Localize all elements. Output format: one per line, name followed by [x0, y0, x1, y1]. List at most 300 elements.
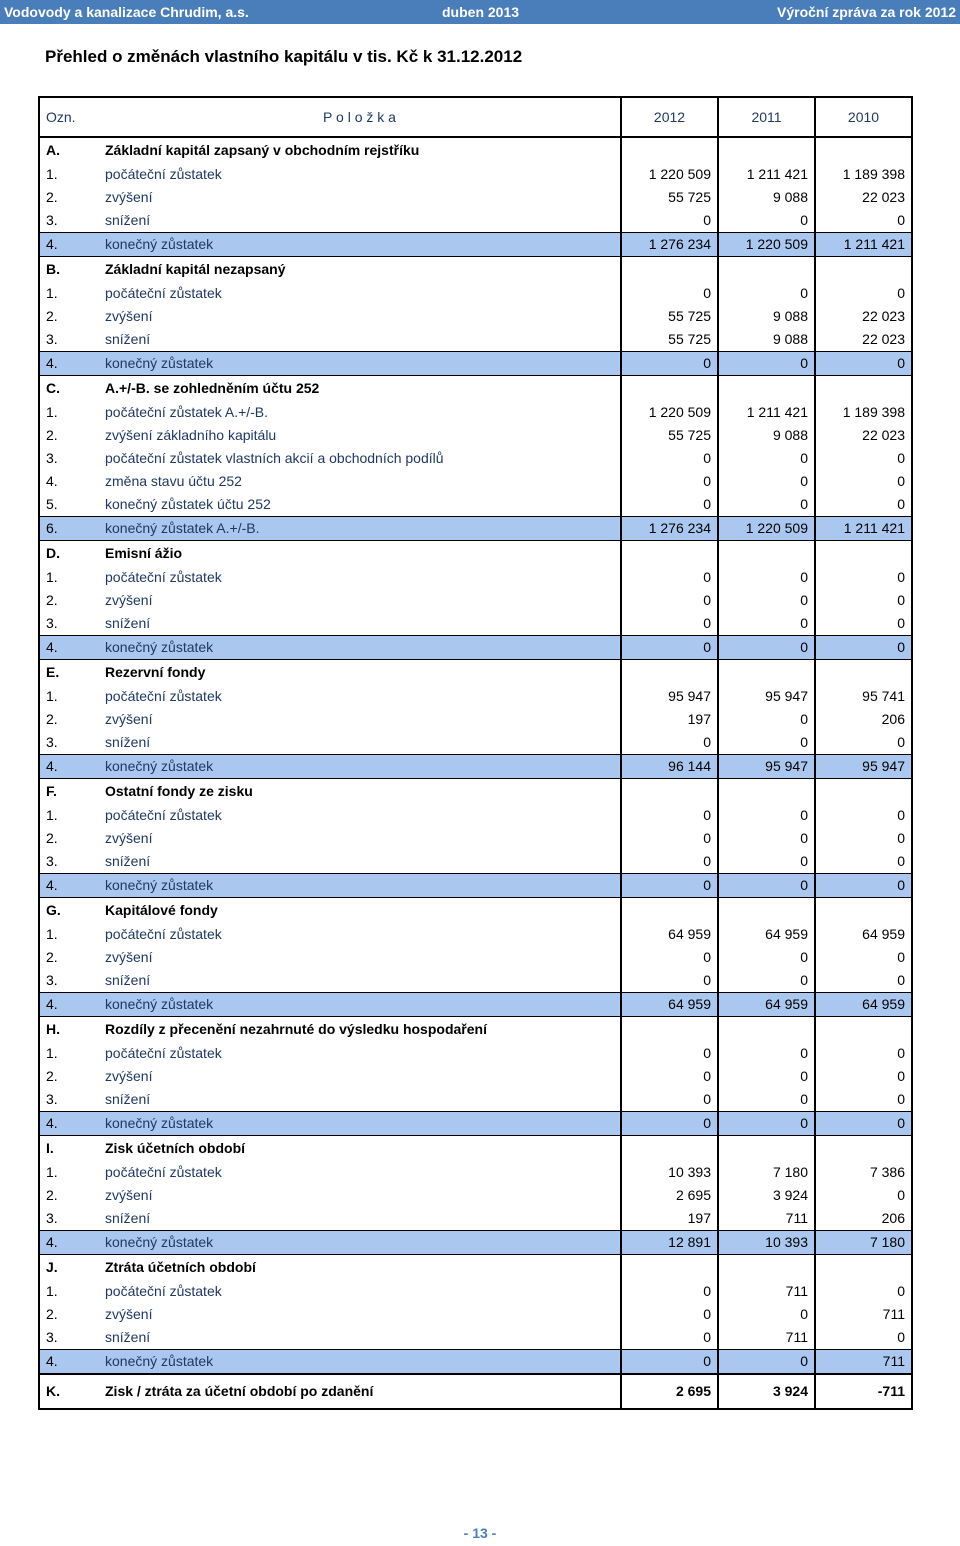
- table-row: [39, 731, 912, 755]
- row-label: konečný zůstatek: [99, 755, 621, 779]
- row-label: Zisk účetních období: [105, 1140, 246, 1156]
- value-2010: 22 023: [815, 186, 912, 209]
- value-2010: 0: [815, 850, 912, 874]
- row-label: snížení: [105, 1091, 151, 1107]
- table-row: [39, 993, 912, 1017]
- row-label: zvýšení: [105, 308, 153, 324]
- value-2010: [815, 137, 912, 163]
- row-label: konečný zůstatek: [99, 636, 621, 660]
- value-2010: 0: [815, 804, 912, 827]
- value-2011: [718, 1255, 815, 1281]
- row-ozn: G.: [39, 898, 99, 924]
- value-2010: 0: [815, 636, 912, 660]
- value-2010: [815, 779, 912, 805]
- table-row: [39, 612, 912, 636]
- column-header-2011: 2011: [718, 97, 815, 137]
- value-2012: 0: [621, 1112, 718, 1136]
- value-2010: 0: [815, 874, 912, 898]
- value-2012: [621, 898, 718, 924]
- value-2011: 10 393: [718, 1231, 815, 1255]
- row-ozn: E.: [39, 660, 99, 686]
- row-label: snížení: [105, 212, 151, 228]
- value-2011: 0: [718, 708, 815, 731]
- row-ozn: 3.: [39, 1326, 99, 1350]
- row-label: počáteční zůstatek: [105, 166, 222, 182]
- value-2010: 0: [815, 1112, 912, 1136]
- value-2011: 9 088: [718, 328, 815, 352]
- value-2011: [718, 898, 815, 924]
- table-row: [39, 923, 912, 946]
- value-2012: 55 725: [621, 424, 718, 447]
- value-2010: [815, 376, 912, 402]
- value-2012: [621, 541, 718, 567]
- value-2012: 1 276 234: [621, 517, 718, 541]
- row-label: konečný zůstatek: [99, 233, 621, 257]
- table-row: [39, 685, 912, 708]
- table-row: [39, 1112, 912, 1136]
- row-label: snížení: [105, 734, 151, 750]
- table-row: [39, 1088, 912, 1112]
- value-2010: 1 211 421: [815, 233, 912, 257]
- value-2010: 0: [815, 1065, 912, 1088]
- row-label: zvýšení: [105, 830, 153, 846]
- table-row: [39, 1326, 912, 1350]
- value-2010: 22 023: [815, 328, 912, 352]
- equity-changes-table: [38, 96, 913, 1410]
- row-label: počáteční zůstatek: [105, 688, 222, 704]
- table-row: [39, 1303, 912, 1326]
- section-row: [39, 257, 912, 283]
- section-row: [39, 898, 912, 924]
- value-2012: 0: [621, 946, 718, 969]
- value-2011: 0: [718, 850, 815, 874]
- value-2011: 0: [718, 1303, 815, 1326]
- table-row: [39, 352, 912, 376]
- row-ozn: 4.: [39, 1231, 99, 1255]
- value-2011: 0: [718, 1350, 815, 1375]
- value-2011: 0: [718, 470, 815, 493]
- value-2010: 206: [815, 1207, 912, 1231]
- section-row: [39, 137, 912, 163]
- value-2010: [815, 1136, 912, 1162]
- row-ozn: B.: [39, 257, 99, 283]
- row-ozn: 3.: [39, 328, 99, 352]
- value-2012: 2 695: [621, 1374, 718, 1409]
- value-2011: [718, 1136, 815, 1162]
- row-ozn: 3.: [39, 612, 99, 636]
- column-header-item: P o l o ž k a: [99, 97, 621, 137]
- row-label: počáteční zůstatek: [105, 926, 222, 942]
- row-label: snížení: [105, 853, 151, 869]
- table-row: [39, 282, 912, 305]
- row-ozn: 4.: [39, 352, 99, 376]
- value-2012: 1 220 509: [621, 401, 718, 424]
- value-2010: 22 023: [815, 305, 912, 328]
- row-label: zvýšení: [105, 1187, 153, 1203]
- row-ozn: 4.: [39, 755, 99, 779]
- row-label: konečný zůstatek: [99, 1112, 621, 1136]
- value-2012: 0: [621, 636, 718, 660]
- value-2012: 0: [621, 352, 718, 376]
- table-row: [39, 233, 912, 257]
- value-2011: 0: [718, 731, 815, 755]
- value-2012: 0: [621, 447, 718, 470]
- value-2010: 22 023: [815, 424, 912, 447]
- row-label: snížení: [105, 331, 151, 347]
- value-2011: 711: [718, 1280, 815, 1303]
- value-2010: 64 959: [815, 993, 912, 1017]
- row-ozn: 2.: [39, 946, 99, 969]
- section-row: [39, 376, 912, 402]
- value-2012: [621, 376, 718, 402]
- row-ozn: 4.: [39, 1350, 99, 1375]
- row-label: počáteční zůstatek: [105, 807, 222, 823]
- value-2012: 2 695: [621, 1184, 718, 1207]
- value-2012: [621, 660, 718, 686]
- row-label: zvýšení: [105, 1068, 153, 1084]
- value-2011: [718, 779, 815, 805]
- table-row: [39, 850, 912, 874]
- value-2012: 0: [621, 493, 718, 517]
- row-label: počáteční zůstatek: [105, 1283, 222, 1299]
- row-ozn: 1.: [39, 685, 99, 708]
- row-label: zvýšení: [105, 711, 153, 727]
- value-2012: 0: [621, 1088, 718, 1112]
- value-2010: 7 386: [815, 1161, 912, 1184]
- row-ozn: I.: [39, 1136, 99, 1162]
- row-label: počáteční zůstatek: [105, 1045, 222, 1061]
- value-2012: 64 959: [621, 993, 718, 1017]
- row-label: konečný zůstatek účtu 252: [105, 496, 271, 512]
- value-2011: 0: [718, 589, 815, 612]
- value-2012: 0: [621, 612, 718, 636]
- table-body: [39, 137, 912, 1409]
- row-ozn: 1.: [39, 1042, 99, 1065]
- value-2011: 1 220 509: [718, 233, 815, 257]
- row-label: zvýšení: [105, 949, 153, 965]
- row-ozn: 3.: [39, 969, 99, 993]
- table-row: [39, 1161, 912, 1184]
- table-header-row: [39, 97, 912, 137]
- table-row: [39, 566, 912, 589]
- row-ozn: 2.: [39, 186, 99, 209]
- table-row: [39, 804, 912, 827]
- value-2011: 0: [718, 209, 815, 233]
- value-2011: 0: [718, 447, 815, 470]
- row-label: snížení: [105, 1210, 151, 1226]
- value-2012: 95 947: [621, 685, 718, 708]
- value-2010: 0: [815, 352, 912, 376]
- row-label: Rezervní fondy: [105, 664, 206, 680]
- row-label: počáteční zůstatek: [105, 1164, 222, 1180]
- table-row: [39, 493, 912, 517]
- value-2012: 0: [621, 1326, 718, 1350]
- row-label: snížení: [105, 1329, 151, 1345]
- row-label: Základní kapitál zapsaný v obchodním rejstříku: [105, 142, 420, 158]
- value-2010: 0: [815, 282, 912, 305]
- value-2012: 64 959: [621, 923, 718, 946]
- row-label: zvýšení: [105, 1306, 153, 1322]
- row-ozn: 1.: [39, 923, 99, 946]
- value-2011: [718, 257, 815, 283]
- row-label: změna stavu účtu 252: [105, 473, 242, 489]
- row-ozn: 3.: [39, 731, 99, 755]
- row-ozn: 1.: [39, 163, 99, 186]
- value-2012: 55 725: [621, 328, 718, 352]
- value-2010: [815, 660, 912, 686]
- table-row: [39, 328, 912, 352]
- value-2010: 0: [815, 1088, 912, 1112]
- row-label: počáteční zůstatek: [105, 285, 222, 301]
- value-2010: 95 947: [815, 755, 912, 779]
- row-label: počáteční zůstatek A.+/-B.: [105, 404, 269, 420]
- row-ozn: 1.: [39, 1280, 99, 1303]
- value-2010: 0: [815, 1326, 912, 1350]
- table-row: [39, 517, 912, 541]
- value-2011: [718, 660, 815, 686]
- value-2012: 0: [621, 1042, 718, 1065]
- total-row: [39, 1374, 912, 1409]
- row-label: počáteční zůstatek: [105, 569, 222, 585]
- value-2010: 0: [815, 1184, 912, 1207]
- value-2012: 1 276 234: [621, 233, 718, 257]
- value-2012: 0: [621, 282, 718, 305]
- value-2010: [815, 1255, 912, 1281]
- table-row: [39, 1280, 912, 1303]
- row-ozn: J.: [39, 1255, 99, 1281]
- value-2012: 96 144: [621, 755, 718, 779]
- row-ozn: 1.: [39, 401, 99, 424]
- table-row: [39, 1207, 912, 1231]
- row-ozn: 2.: [39, 305, 99, 328]
- value-2011: 0: [718, 1088, 815, 1112]
- value-2010: 64 959: [815, 923, 912, 946]
- table-row: [39, 1042, 912, 1065]
- value-2012: 55 725: [621, 305, 718, 328]
- row-label: A.+/-B. se zohledněním účtu 252: [105, 380, 320, 396]
- value-2010: 1 211 421: [815, 517, 912, 541]
- row-label: zvýšení: [105, 189, 153, 205]
- row-label: konečný zůstatek: [99, 874, 621, 898]
- value-2011: 0: [718, 946, 815, 969]
- row-ozn: 2.: [39, 1303, 99, 1326]
- table-row: [39, 1231, 912, 1255]
- report-date: duben 2013: [442, 4, 520, 20]
- value-2012: [621, 257, 718, 283]
- value-2011: 0: [718, 636, 815, 660]
- row-ozn: K.: [39, 1374, 99, 1409]
- row-label: zvýšení základního kapitálu: [105, 427, 277, 443]
- value-2010: 7 180: [815, 1231, 912, 1255]
- value-2011: 95 947: [718, 755, 815, 779]
- value-2010: 711: [815, 1350, 912, 1375]
- row-ozn: A.: [39, 137, 99, 163]
- value-2011: 0: [718, 874, 815, 898]
- value-2012: 0: [621, 1350, 718, 1375]
- value-2010: 711: [815, 1303, 912, 1326]
- table-row: [39, 969, 912, 993]
- table-row: [39, 874, 912, 898]
- row-label: konečný zůstatek A.+/-B.: [99, 517, 621, 541]
- value-2010: 0: [815, 589, 912, 612]
- table-row: [39, 827, 912, 850]
- row-ozn: H.: [39, 1017, 99, 1043]
- value-2010: 1 189 398: [815, 163, 912, 186]
- value-2012: 0: [621, 1303, 718, 1326]
- row-ozn: 2.: [39, 589, 99, 612]
- table-row: [39, 186, 912, 209]
- table-row: [39, 305, 912, 328]
- column-header-2010: 2010: [815, 97, 912, 137]
- table-row: [39, 401, 912, 424]
- value-2010: 0: [815, 493, 912, 517]
- row-ozn: 4.: [39, 874, 99, 898]
- value-2011: 0: [718, 566, 815, 589]
- value-2012: 55 725: [621, 186, 718, 209]
- column-header-ozn: Ozn.: [39, 97, 99, 137]
- value-2010: 0: [815, 731, 912, 755]
- value-2011: 0: [718, 827, 815, 850]
- value-2010: 0: [815, 209, 912, 233]
- row-label: Kapitálové fondy: [105, 902, 218, 918]
- value-2010: 0: [815, 447, 912, 470]
- row-ozn: 4.: [39, 993, 99, 1017]
- table-row: [39, 946, 912, 969]
- value-2011: 9 088: [718, 186, 815, 209]
- report-name: Výroční zpráva za rok 2012: [777, 4, 956, 20]
- value-2010: [815, 898, 912, 924]
- row-label: Základní kapitál nezapsaný: [105, 261, 286, 277]
- row-ozn: 2.: [39, 1184, 99, 1207]
- value-2012: [621, 1255, 718, 1281]
- table-row: [39, 163, 912, 186]
- value-2010: 0: [815, 566, 912, 589]
- value-2011: 711: [718, 1326, 815, 1350]
- value-2011: 1 211 421: [718, 401, 815, 424]
- value-2012: 0: [621, 827, 718, 850]
- value-2011: [718, 1017, 815, 1043]
- row-label: snížení: [105, 972, 151, 988]
- value-2012: 0: [621, 804, 718, 827]
- row-label: konečný zůstatek: [99, 993, 621, 1017]
- value-2012: 10 393: [621, 1161, 718, 1184]
- row-ozn: 3.: [39, 447, 99, 470]
- value-2012: 0: [621, 969, 718, 993]
- value-2011: 64 959: [718, 923, 815, 946]
- value-2012: 0: [621, 589, 718, 612]
- value-2012: [621, 1017, 718, 1043]
- value-2012: 0: [621, 470, 718, 493]
- value-2010: 0: [815, 612, 912, 636]
- value-2011: 0: [718, 282, 815, 305]
- value-2012: 1 220 509: [621, 163, 718, 186]
- row-label: Rozdíly z přecenění nezahrnuté do výsledku hospodaření: [105, 1021, 487, 1037]
- row-ozn: 5.: [39, 493, 99, 517]
- row-label: konečný zůstatek: [99, 1231, 621, 1255]
- value-2010: 0: [815, 1042, 912, 1065]
- company-name: Vodovody a kanalizace Chrudim, a.s.: [4, 4, 249, 20]
- value-2011: 0: [718, 493, 815, 517]
- value-2011: 95 947: [718, 685, 815, 708]
- row-ozn: D.: [39, 541, 99, 567]
- value-2010: [815, 1017, 912, 1043]
- value-2010: 1 189 398: [815, 401, 912, 424]
- value-2010: 206: [815, 708, 912, 731]
- page-title: Přehled o změnách vlastního kapitálu v tis. Kč k 31.12.2012: [45, 47, 523, 66]
- table-row: [39, 636, 912, 660]
- row-ozn: 4.: [39, 470, 99, 493]
- value-2011: 0: [718, 1065, 815, 1088]
- row-ozn: 1.: [39, 566, 99, 589]
- row-ozn: 6.: [39, 517, 99, 541]
- table-row: [39, 1350, 912, 1375]
- value-2011: 9 088: [718, 424, 815, 447]
- row-label: konečný zůstatek: [99, 1350, 621, 1375]
- value-2012: 0: [621, 731, 718, 755]
- value-2010: 95 741: [815, 685, 912, 708]
- table-row: [39, 1184, 912, 1207]
- value-2010: 0: [815, 470, 912, 493]
- section-row: [39, 541, 912, 567]
- value-2012: 12 891: [621, 1231, 718, 1255]
- row-ozn: 3.: [39, 209, 99, 233]
- page-number: - 13 -: [463, 1525, 497, 1541]
- row-ozn: 1.: [39, 282, 99, 305]
- table-row: [39, 708, 912, 731]
- value-2010: [815, 257, 912, 283]
- value-2011: 1 220 509: [718, 517, 815, 541]
- value-2010: 0: [815, 827, 912, 850]
- table-row: [39, 209, 912, 233]
- value-2012: [621, 1136, 718, 1162]
- table-row: [39, 424, 912, 447]
- value-2011: 64 959: [718, 993, 815, 1017]
- row-ozn: C.: [39, 376, 99, 402]
- row-label: konečný zůstatek: [99, 352, 621, 376]
- value-2011: 1 211 421: [718, 163, 815, 186]
- value-2011: 0: [718, 804, 815, 827]
- row-ozn: 1.: [39, 804, 99, 827]
- value-2010: 0: [815, 1280, 912, 1303]
- value-2012: 0: [621, 850, 718, 874]
- value-2011: 0: [718, 1112, 815, 1136]
- page-header-bar: [0, 0, 960, 24]
- section-row: [39, 660, 912, 686]
- value-2012: 0: [621, 1065, 718, 1088]
- section-row: [39, 1136, 912, 1162]
- value-2012: 0: [621, 874, 718, 898]
- value-2012: [621, 779, 718, 805]
- section-row: [39, 1255, 912, 1281]
- value-2010: 0: [815, 969, 912, 993]
- table-row: [39, 447, 912, 470]
- section-row: [39, 1017, 912, 1043]
- value-2010: 0: [815, 946, 912, 969]
- row-ozn: 2.: [39, 424, 99, 447]
- row-ozn: 4.: [39, 1112, 99, 1136]
- value-2011: 9 088: [718, 305, 815, 328]
- row-label: Ostatní fondy ze zisku: [105, 783, 253, 799]
- value-2011: [718, 376, 815, 402]
- column-header-2012: 2012: [621, 97, 718, 137]
- value-2011: 0: [718, 612, 815, 636]
- value-2011: 0: [718, 1042, 815, 1065]
- row-label: Zisk / ztráta za účetní období po zdanění: [99, 1374, 621, 1409]
- row-label: zvýšení: [105, 592, 153, 608]
- row-label: počáteční zůstatek vlastních akcií a obchodních podílů: [105, 450, 444, 466]
- table-row: [39, 755, 912, 779]
- row-ozn: 3.: [39, 850, 99, 874]
